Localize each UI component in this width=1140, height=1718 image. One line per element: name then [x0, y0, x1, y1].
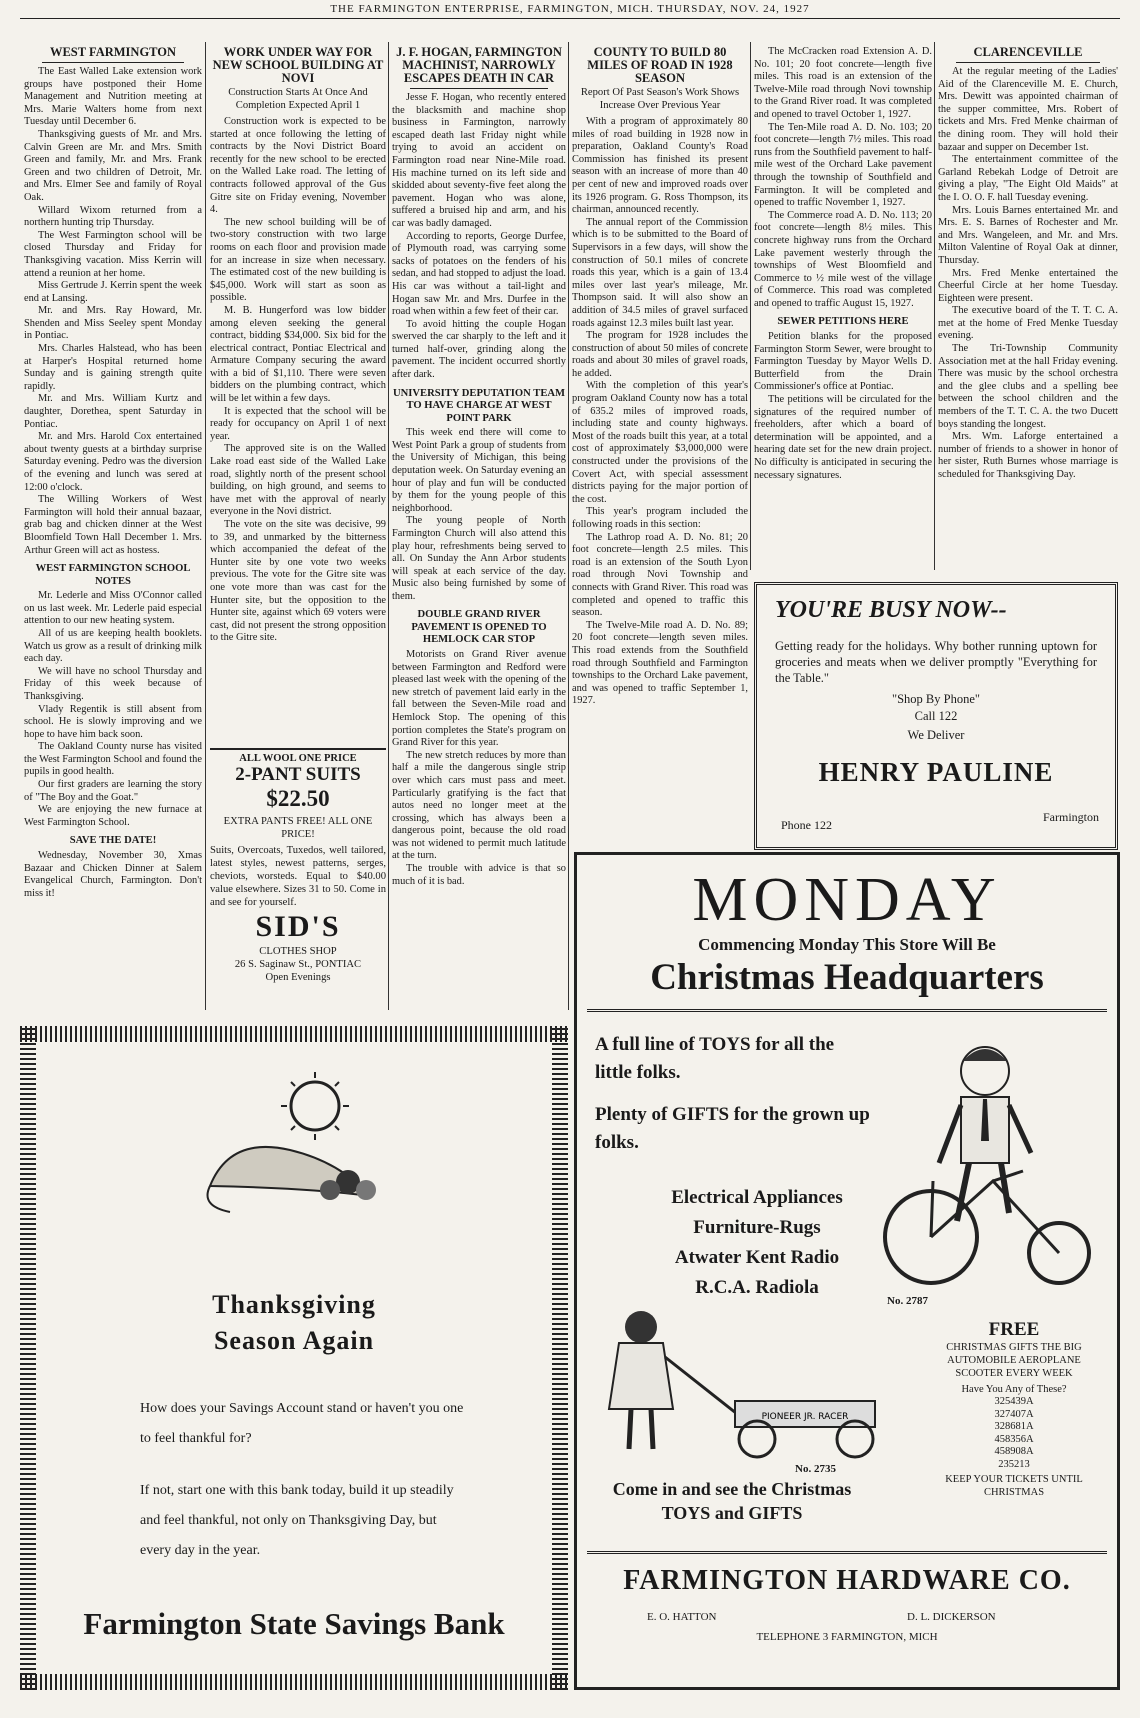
- sids-address: 26 S. Saginaw St., PONTIAC: [234, 959, 362, 970]
- wagon-number: No. 2735: [795, 1463, 836, 1475]
- ticket-number: 328681A: [994, 1421, 1034, 1432]
- sids-all-wool: ALL WOOL ONE PRICE: [210, 748, 386, 764]
- free-text: CHRISTMAS GIFTS THE BIG AUTOMOBILE AEROPLANE SCOOTER EVERY WEEK: [946, 1342, 1082, 1379]
- ad-border: [20, 1674, 568, 1690]
- sids-body: Suits, Overcoats, Tuxedos, well tailored, latest styles, newest patterns, serges, cheviots, worsteds. Equal to $40.00 value elsewhere. Sizes 31 to 50. Come in and see for yourself.: [210, 845, 386, 908]
- ticket-number-list: [923, 1396, 1105, 1471]
- article-novi-school: [210, 116, 386, 645]
- bank-name: Farmington State Savings Bank: [83, 1606, 505, 1641]
- paragraph: The new school building will be of two-story construction with two large rooms on each floor and provision made for an increase in size when necessary. The estimated cost of the new building is $45,000. Work will start as soon as possible.: [210, 216, 386, 304]
- paragraph: Petition blanks for the proposed Farmington Storm Sewer, were brought to Farmington Tuesday by Mayor Wells D. Butterfield from the Drain Commissioner's office at Pontiac.: [754, 330, 932, 393]
- deck-county-road: Report Of Past Season's Work Shows Increase Over Previous Year: [580, 87, 740, 111]
- ticket-number: 458356A: [994, 1433, 1034, 1445]
- article-county-road: [572, 116, 748, 708]
- headline-county-road: COUNTY TO BUILD 80 MILES OF ROAD IN 1928 SEASON: [587, 46, 733, 85]
- hardware-item: Atwater Kent Radio: [674, 1247, 840, 1268]
- paragraph: The Lathrop road A. D. No. 81; 20 foot concrete—length 2.5 miles. This road is an extension of the South Lyon road through Novi Township and connects with Grand River. This road was completed and opened to traffic this season.: [572, 531, 748, 619]
- column-rule: [388, 42, 389, 1010]
- headline-school-notes: WEST FARMINGTON SCHOOL NOTES: [35, 563, 191, 587]
- paragraph: Willard Wixom returned from a northern hunting trip Thursday.: [24, 204, 202, 229]
- pauline-town: Farmington: [1043, 810, 1099, 824]
- paragraph: To avoid hitting the couple Hogan swerved the car sharply to the left and it turned half-over, grinding along the pavement. The incident occurred shortly after dark.: [392, 318, 566, 381]
- boy-bicycle-illustration: [873, 1031, 1097, 1293]
- column-rule: [934, 42, 935, 570]
- column-rule: [205, 42, 206, 1010]
- ad-border: [552, 1026, 568, 1690]
- paragraph: The Willing Workers of West Farmington will hold their annual bazaar, grab bag and chicken dinner at the West Bloomfield Town Hall December 1. Mrs. Arthur Green will act as hostess.: [24, 494, 202, 556]
- pauline-body: Getting ready for the holidays. Why bother running uptown for groceries and meats when we deliver promptly "Everything for the Table.": [775, 639, 1097, 685]
- article-grand-river: [392, 649, 566, 888]
- column-novi-school: [210, 46, 386, 742]
- pauline-phone: Phone 122: [781, 818, 832, 832]
- henry-pauline-ad: [754, 582, 1118, 850]
- paragraph: We are enjoying the new furnace at West Farmington School.: [24, 804, 202, 828]
- free-keep: KEEP YOUR TICKETS UNTIL CHRISTMAS: [945, 1474, 1083, 1498]
- hardware-commencing: Commencing Monday This Store Will Be: [698, 935, 996, 954]
- article-clarenceville: [938, 66, 1118, 482]
- article-roads-continued: [754, 46, 932, 310]
- paragraph: Mrs. Charles Halstead, who has been at Harper's Hospital returned home Sunday and is gaining strength quite rapidly.: [24, 343, 202, 392]
- bank-season-again: Season Again: [213, 1326, 375, 1355]
- paragraph: Construction work is expected to be started at once following the letting of contracts by the Novi District Board recently for the new school to be erected on the Walled Lake road. The letting of contracts followed approval of the Gus Gitre site on Friday evening, November 4.: [210, 116, 386, 216]
- article-west-farmington: [24, 66, 202, 557]
- paragraph: This week end there will come to West Point Park a group of students from the University of Michigan, this being deputation week. On Saturday evening an hour of play and fun will be conducted by them for the young people of this neighborhood.: [392, 427, 566, 514]
- sids-shop: CLOTHES SHOP: [259, 946, 337, 957]
- headline-novi-school: WORK UNDER WAY FOR NEW SCHOOL BUILDING AT NOVI: [212, 46, 384, 85]
- paragraph: According to reports, George Durfee, of Plymouth road, was carrying some sacks of potatoes on the fenders of his sedan, and had stopped to adjust the load. His car was without a tail-light and Hogan saw Mr. and Mrs. Durfee in the road when within a few feet of their car.: [392, 230, 566, 318]
- ad-border: [20, 1026, 36, 1690]
- paragraph: The entertainment committee of the Garland Rebekah Lodge of Detroit are giving a play, "The Eight Old Maids" at the I. O. O. F. hall Tuesday evening.: [938, 154, 1118, 203]
- free-have-you: Have You Any of These?: [961, 1384, 1067, 1395]
- paragraph: The McCracken road Extension A. D. No. 101; 20 foot concrete—length five miles. This road is an extension of the Twelve-Mile road through Novi township to the Grand River road. It was completed and opened to travel October 1, 1927.: [754, 46, 932, 120]
- paragraph: Motorists on Grand River avenue between Farmington and Redford were pleased last week with the opening of the new stretch of pavement laid early in the fall between the Seven-Mile road and Hemlock Stop. The opening of this portion completes the State's program on Grand River for this year.: [392, 648, 566, 749]
- paragraph: Miss Gertrude J. Kerrin spent the week end at Lansing.: [24, 280, 202, 304]
- paragraph: We will have no school Thursday and Friday of this week because of Thanksgiving.: [24, 665, 202, 702]
- paragraph: The trouble with advice is that so much of it is bad.: [392, 863, 566, 887]
- paragraph: The petitions will be circulated for the signatures of the required number of freeholders, after which a board of determination will be appointed, and a hearing date set for the new drain project. No difficulty is anticipated in securing the necessary signatures.: [754, 393, 932, 481]
- paragraph: The new stretch reduces by more than half a mile the dangerous single strip over which cars must pass and meet. Particularly gratifying is the fact that autos need no longer meet at the crossing, which has always been a dangerous point, because the old road was not widened to permit much latitude at the turn.: [392, 749, 566, 862]
- ticket-number: 458908A: [994, 1446, 1034, 1457]
- hardware-christmas-hq: Christmas Headquarters: [650, 957, 1044, 998]
- paragraph: The approved site is on the Walled Lake road east side of the Walled Lake road, slightly north of the present school building, on high ground, and seems to have met with the approval of nearly everyone in the Novi district.: [210, 443, 386, 518]
- headline-university: UNIVERSITY DEPUTATION TEAM TO HAVE CHARGE AT WEST POINT PARK: [392, 387, 566, 424]
- paragraph: With a program of approximately 80 miles of road building in 1928 now in preparation, Oakland County's Road Commission has finished its present season with an increase of more than 40 per cent of new and improved roads over its 1926 program. G. Ross Thompson, its chairman, announced recently.: [572, 116, 748, 216]
- free-title: FREE: [988, 1319, 1040, 1340]
- hardware-owner-2: D. L. DICKERSON: [907, 1611, 996, 1623]
- paragraph: Mr. and Mrs. William Kurtz and daughter, Dorethea, spent Saturday in Pontiac.: [24, 393, 202, 430]
- masthead-rule: [20, 18, 1120, 19]
- hardware-toys-gifts: TOYS and GIFTS: [661, 1503, 803, 1523]
- column-clarenceville: [938, 46, 1118, 574]
- ad-border: [20, 1026, 568, 1042]
- paragraph: The Tri-Township Community Association met at the hall Friday evening. There was music by the school orchestra and the glee clubs and a spelling bee between the school children and the members of the T. T. C. A. the two Ducett boys standing the longest.: [938, 343, 1118, 430]
- paragraph: All of us are keeping health booklets. Watch us grow as a result of drinking milk each day.: [24, 627, 202, 665]
- masthead: THE FARMINGTON ENTERPRISE, FARMINGTON, MICH. THURSDAY, NOV. 24, 1927: [330, 3, 810, 15]
- paragraph: The annual report of the Commission which is to be submitted to the Board of Supervisors in a few days, will show the construction of 50.1 miles of concrete roads this year, which is a gain of 13.4 miles over last year's mileage, Mr. Thompson said. It will also show an addition of 34.5 miles of gravel surfaced roads against 12.3 miles built last year.: [572, 216, 748, 329]
- article-university: [392, 427, 566, 603]
- headline-save-the-date: SAVE THE DATE!: [69, 835, 157, 847]
- sids-name: SID'S: [255, 910, 341, 943]
- bank-body-2: If not, start one with this bank today, build it up steadily and feel thankful, not only on Thanksgiving Day, but every day in the year.: [140, 1483, 454, 1558]
- bike-number: No. 2787: [887, 1295, 928, 1307]
- bank-thanksgiving: Thanksgiving: [212, 1290, 376, 1319]
- hardware-telephone: TELEPHONE 3 FARMINGTON, MICH: [756, 1631, 938, 1643]
- paragraph: Our first graders are learning the story of "The Boy and the Goat.": [24, 779, 202, 803]
- girl-wagon-illustration: [595, 1309, 885, 1461]
- sids-suits: 2-PANT SUITS: [235, 764, 361, 785]
- hardware-gifts-line: Plenty of GIFTS for the grown up folks.: [595, 1104, 870, 1153]
- paragraph: This year's program included the following roads in this section:: [572, 506, 748, 530]
- paragraph: The executive board of the T. T. C. A. met at the home of Fred Menke Tuesday evening.: [938, 305, 1118, 342]
- headline-hogan: J. F. HOGAN, FARMINGTON MACHINIST, NARROWLY ESCAPES DEATH IN CAR: [396, 46, 562, 85]
- paragraph: The West Farmington school will be closed Thursday and Friday for Thanksgiving vacation. Miss Kerrin will attend a reunion at her home.: [24, 229, 202, 279]
- column-rule: [568, 42, 569, 1010]
- deck-novi-school: Construction Starts At Once And Completion Expected April 1: [228, 87, 368, 111]
- ticket-number: 327407A: [994, 1408, 1034, 1420]
- paragraph: The Ten-Mile road A. D. No. 103; 20 foot concrete—length 7½ miles. This road runs from the Southfield pavement to half-mile west of the Orchard Lake pavement through the township of Southfield and Farmington. It will be completed and opened to traffic November 1, 1927.: [754, 121, 932, 209]
- sids-extra: EXTRA PANTS FREE! ALL ONE PRICE!: [223, 816, 373, 840]
- cornucopia-illustration: [170, 1066, 410, 1216]
- paragraph: Mrs. Wm. Laforge entertained a number of friends to a shower in honor of her sister, Ruth Burnes whose marriage is scheduled for Thanksgiving Day.: [938, 431, 1118, 480]
- paragraph: Mrs. Louis Barnes entertained Mr. and Mrs. E. S. Barnes of Rochester and Mr. and Mrs. Wangeleen, and Mr. and Mrs. Milton Valentine of Royal Oak at dinner, Thursday.: [938, 204, 1118, 266]
- paragraph: Mr. Lederle and Miss O'Connor called on us last week. Mr. Lederle paid especial attention to our new heating system.: [24, 590, 202, 627]
- article-school-notes: [24, 590, 202, 829]
- paragraph: It is expected that the school will be ready for occupancy on April 1 of next year.: [210, 405, 386, 442]
- wagon-label: PIONEER JR. RACER: [761, 1412, 849, 1422]
- ticket-number: 325439A: [994, 1396, 1034, 1407]
- pauline-shop-by-phone: "Shop By Phone": [892, 692, 980, 706]
- paragraph: Mrs. Fred Menke entertained the Cheerful Circle at her home Tuesday. Eighteen were present.: [938, 267, 1118, 304]
- free-gifts-box: [923, 1319, 1105, 1499]
- headline-west-farmington: WEST FARMINGTON: [49, 46, 177, 59]
- save-the-date-text: Wednesday, November 30, Xmas Bazaar and Chicken Dinner at Salem Evangelical Church, Farmington. Don't miss it!: [24, 849, 202, 899]
- sids-price: $22.50: [266, 786, 330, 811]
- column-roads-continued: [754, 46, 932, 574]
- column-hogan: [392, 46, 566, 1016]
- divider: [587, 1009, 1107, 1012]
- paragraph: The young people of North Farmington Church will also attend this play hour, refreshments being served to all. On Sunday the Ann Arbor students will speak at each service of the day. Music also being furnished by some of them.: [392, 515, 566, 602]
- hardware-owner-1: E. O. HATTON: [647, 1611, 717, 1623]
- paragraph: The vote on the site was decisive, 99 to 39, and unmarked by the bitterness which accompanied the defeat of the Hunter site by one vote two weeks previous. The vote for the Gitre site was one vote more than was cast for the Hunter site, but the opposition to the Hunter site, against which 69 voters were cast, did not present the strong opposition to the Gitre site.: [210, 519, 386, 644]
- paragraph: The East Walled Lake extension work groups have postponed their Home Management and Nutrition meeting at Mrs. Marie Walters home from next Tuesday until December 6.: [24, 66, 202, 128]
- paragraph: Thanksgiving guests of Mr. and Mrs. Calvin Green are Mr. and Mrs. Smith Green and family, Mr. and Mrs. Frank Green and two children of Detroit, Mr. and Mrs. Elmer See and family of Royal Oak.: [24, 128, 202, 203]
- sids-hours: Open Evenings: [265, 972, 331, 983]
- farmington-hardware-ad: [574, 852, 1120, 1690]
- hardware-item: R.C.A. Radiola: [695, 1277, 819, 1298]
- paragraph: Mr. and Mrs. Ray Howard, Mr. Shenden and Miss Seeley spent Monday in Pontiac.: [24, 305, 202, 342]
- divider: [956, 62, 1100, 63]
- paragraph: Vlady Regentik is still absent from school. He is slowly improving and we hope to have him back soon.: [24, 703, 202, 740]
- savings-bank-ad: [20, 1026, 568, 1690]
- ticket-number: 235213: [998, 1458, 1030, 1470]
- pauline-headline: YOU'RE BUSY NOW--: [775, 597, 1007, 623]
- column-rule: [750, 42, 751, 570]
- paragraph: M. B. Hungerford was low bidder among eleven seeking the general contract, bidding $34,000. Six bid for the electrical contract, Pontiac Electrical and Armature Company securing the award with a bid of $1,110. There were seven bidders on the plumbing contract, which will be let within a few days.: [210, 304, 386, 405]
- headline-grand-river: DOUBLE GRAND RIVER PAVEMENT IS OPENED TO HEMLOCK CAR STOP: [411, 609, 547, 646]
- paragraph: The program for 1928 includes the construction of about 50 miles of concrete roads and about 30 miles of gravel roads, he added.: [572, 330, 748, 379]
- paragraph: At the regular meeting of the Ladies' Aid of the Clarenceville M. E. Church, Mrs. Dewitt was appointed chairman of the supper committee, Mrs. Robert of tickets and Mrs. Fred Menke chairman of the dining room. They will hold their bazaar and supper on December 1st.: [938, 66, 1118, 153]
- hardware-monday: MONDAY: [692, 866, 1002, 934]
- divider: [42, 62, 184, 63]
- divider: [410, 88, 548, 89]
- hardware-item-list: [617, 1183, 897, 1303]
- divider: [587, 1551, 1107, 1554]
- pauline-call: Call 122: [914, 709, 958, 723]
- paragraph: The Commerce road A. D. No. 113; 20 foot concrete—length 8½ miles. This concrete highway runs from the Orchard Lake pavement westerly through the townships of West Bloomfield and Commerce to ½ mile west of the village of Commerce. This road was completed and opened to traffic August 15, 1927.: [754, 209, 932, 309]
- paragraph: The Oakland County nurse has visited the West Farmington School and found the pupils in good health.: [24, 741, 202, 778]
- article-sewer: [754, 331, 932, 482]
- column-west-farmington: [24, 46, 202, 1016]
- paragraph: With the completion of this year's program Oakland County now has a total of 635.2 miles of improved roads, including state and county highways. Most of the roads built this year, at a total cost of approximately $3,000,000 were constructed under the provisions of the Covert Act, with special assessment districts paying for the major portion of the cost.: [572, 380, 748, 505]
- paragraph: Jesse F. Hogan, who recently entered the blacksmith and machine shop business in Farmington, narrowly escaped death last Friday night while trying to avoid an accident on Farmington road near Nine-Mile road. His machine turned on its left side and skidded about seventy-five feet along the pavement. Hogan who was alone, suffered a bruised hip and arm, and his car was badly damaged.: [392, 92, 566, 229]
- bank-body-1: How does your Savings Account stand or haven't you one to feel thankful for?: [140, 1401, 464, 1446]
- pauline-name: HENRY PAULINE: [818, 757, 1054, 787]
- article-hogan: [392, 92, 566, 382]
- hardware-toys-line: A full line of TOYS for all the little folks.: [595, 1034, 835, 1083]
- pauline-deliver: We Deliver: [907, 728, 965, 742]
- hardware-item: Electrical Appliances: [671, 1187, 843, 1208]
- sids-clothes-ad: [210, 748, 386, 1016]
- headline-sewer: SEWER PETITIONS HERE: [777, 316, 909, 328]
- hardware-name: FARMINGTON HARDWARE CO.: [623, 1565, 1071, 1596]
- paragraph: Mr. and Mrs. Harold Cox entertained about twenty guests at a birthday surprise Saturday evening. Pedro was the diversion of the evening and lunch was sered at 12:00 o'clock.: [24, 431, 202, 493]
- hardware-item: Furniture-Rugs: [693, 1217, 821, 1238]
- hardware-come-in: Come in and see the Christmas: [612, 1479, 852, 1499]
- paragraph: The Twelve-Mile road A. D. No. 89; 20 foot concrete—length seven miles. This road extends from the Southfield road through Southfield and Farmington townships to the Orchard Lake pavement, and was opened to traffic September 1, 1927.: [572, 619, 748, 707]
- headline-clarenceville: CLARENCEVILLE: [973, 46, 1083, 59]
